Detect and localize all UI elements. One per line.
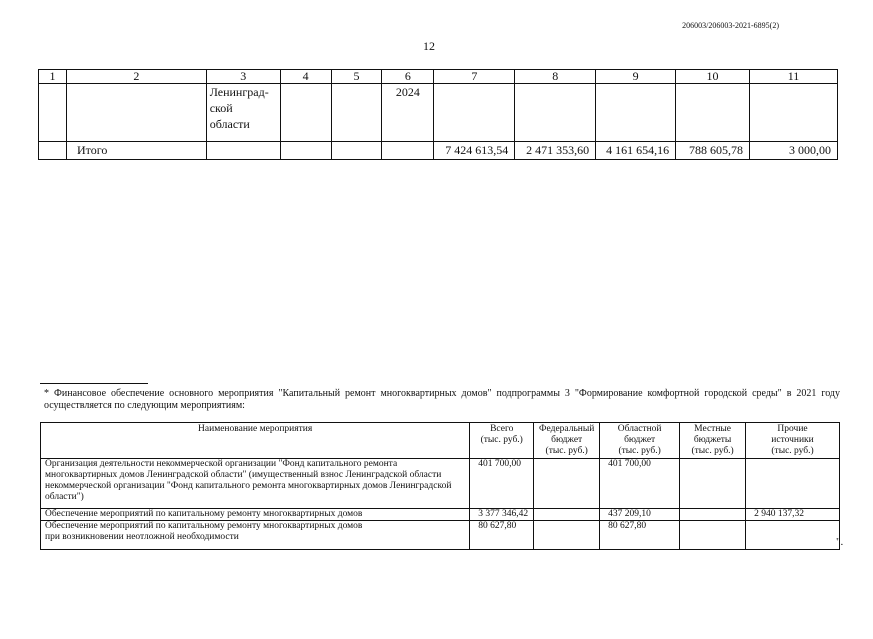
table-cell	[280, 84, 331, 142]
document-id: 206003/206003-2021-6895(2)	[682, 21, 779, 30]
value-regional: 401 700,00	[600, 459, 680, 509]
value-local	[680, 521, 746, 550]
measure-name: Организация деятельности некоммерческой организации "Фонд капитального ремонта многоквартирных домов Ленинградской области" (имущественный взнос Ленинградской области некоммерческой организации "Фонд капитального ремонта многоквартирных домов Ленинградской области")	[41, 459, 470, 509]
table-cell	[596, 84, 676, 142]
table-row	[41, 521, 840, 550]
total-col-10: 788 605,78	[676, 142, 750, 160]
table-cell	[39, 142, 67, 160]
value-federal	[534, 521, 600, 550]
header-name: Наименование мероприятия	[41, 423, 470, 459]
table-cell	[206, 142, 280, 160]
region-cell: Ленинград- ской области	[206, 84, 280, 142]
header-federal: Федеральный бюджет (тыс. руб.)	[534, 423, 600, 459]
table-cell	[750, 84, 838, 142]
table-cell	[676, 84, 750, 142]
value-total: 401 700,00	[470, 459, 534, 509]
total-col-11: 3 000,00	[750, 142, 838, 160]
header-other: Прочие источники (тыс. руб.)	[746, 423, 840, 459]
col-number: 9	[596, 70, 676, 84]
table-row	[41, 459, 840, 509]
col-number: 2	[66, 70, 206, 84]
value-total: 80 627,80	[470, 521, 534, 550]
measures-table	[40, 422, 840, 550]
closing-quote: ".	[836, 536, 844, 548]
value-other	[746, 521, 840, 550]
header-row	[41, 423, 840, 459]
col-number: 1	[39, 70, 67, 84]
table-cell	[280, 142, 331, 160]
value-federal	[534, 509, 600, 521]
measure-name: Обеспечение мероприятий по капитальному ремонту многоквартирных домов	[41, 509, 470, 521]
table-cell	[66, 84, 206, 142]
table-row	[41, 509, 840, 521]
value-local	[680, 509, 746, 521]
header-total: Всего (тыс. руб.)	[470, 423, 534, 459]
page-number: 12	[423, 39, 435, 53]
finance-table-continued	[38, 69, 838, 160]
value-other	[746, 459, 840, 509]
value-regional: 80 627,80	[600, 521, 680, 550]
col-number: 7	[434, 70, 515, 84]
table-cell	[39, 84, 67, 142]
value-federal	[534, 459, 600, 509]
col-number: 3	[206, 70, 280, 84]
header-local: Местные бюджеты (тыс. руб.)	[680, 423, 746, 459]
total-col-8: 2 471 353,60	[515, 142, 596, 160]
table-cell	[382, 142, 434, 160]
col-number: 4	[280, 70, 331, 84]
col-number: 10	[676, 70, 750, 84]
value-other: 2 940 137,32	[746, 509, 840, 521]
col-number: 6	[382, 70, 434, 84]
total-col-7: 7 424 613,54	[434, 142, 515, 160]
total-label: Итого	[66, 142, 206, 160]
column-number-row	[39, 70, 838, 84]
measure-name: Обеспечение мероприятий по капитальному ремонту многоквартирных домов при возникновении неотложной необходимости	[41, 521, 470, 550]
value-regional: 437 209,10	[600, 509, 680, 521]
value-local	[680, 459, 746, 509]
value-total: 3 377 346,42	[470, 509, 534, 521]
table-cell	[434, 84, 515, 142]
total-row	[39, 142, 838, 160]
table-row	[39, 84, 838, 142]
table-cell	[331, 142, 382, 160]
footnote-text: * Финансовое обеспечение основного мероприятия "Капитальный ремонт многоквартирных домов" подпрограммы 3 "Формирование комфортной городской среды" в 2021 году осуществляется по следующим мероприятиям:	[44, 388, 840, 411]
footnote-separator	[40, 383, 148, 384]
col-number: 11	[750, 70, 838, 84]
header-regional: Областной бюджет (тыс. руб.)	[600, 423, 680, 459]
table-cell	[331, 84, 382, 142]
year-cell: 2024	[382, 84, 434, 142]
col-number: 8	[515, 70, 596, 84]
col-number: 5	[331, 70, 382, 84]
table-cell	[515, 84, 596, 142]
total-col-9: 4 161 654,16	[596, 142, 676, 160]
